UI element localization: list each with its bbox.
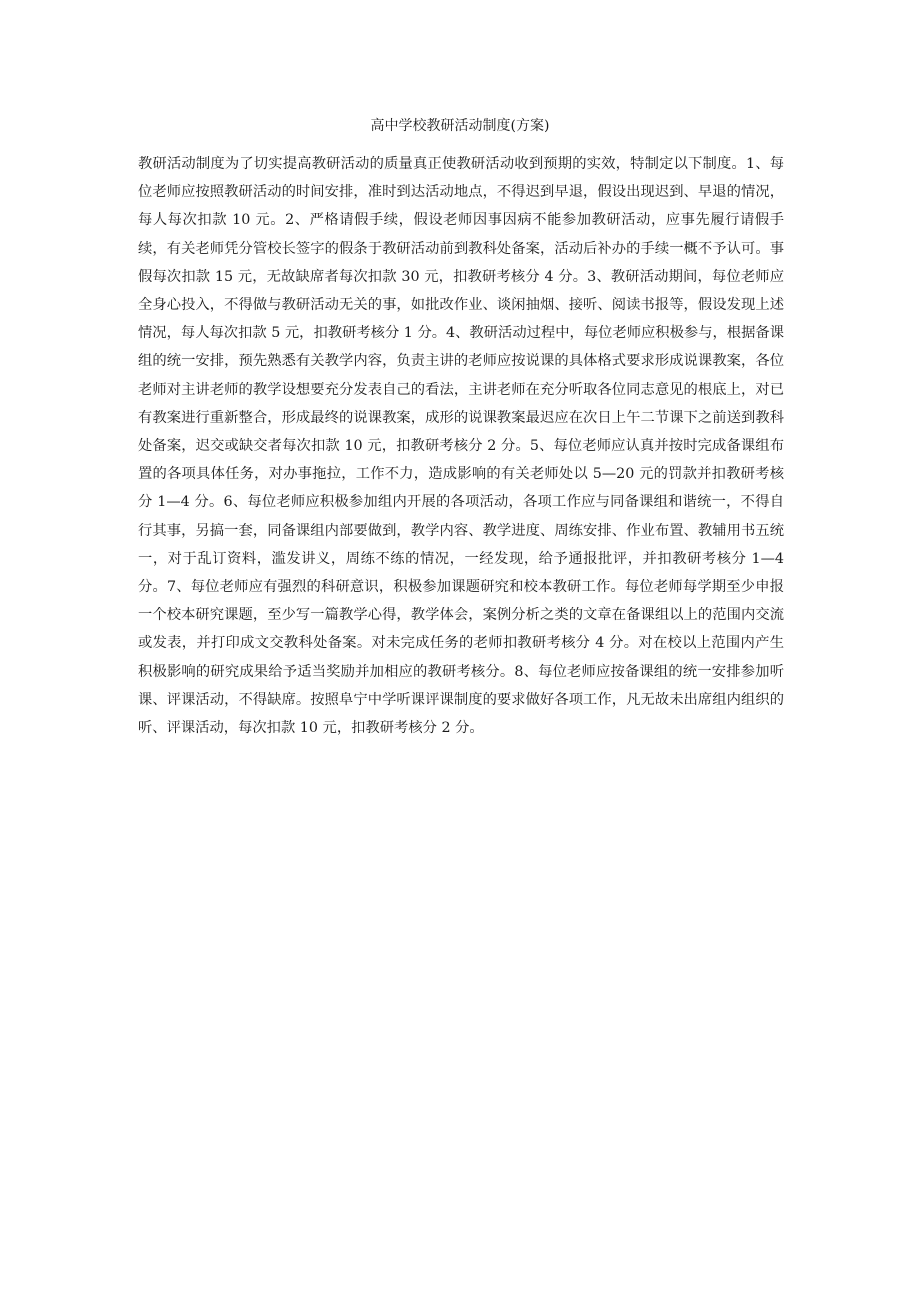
document-title: 高中学校教研活动制度(方案)	[370, 118, 550, 134]
document-body-text: 教研活动制度为了切实提高教研活动的质量真正使教研活动收到预期的实效，特制定以下制度。1、每位老师应按照教研活动的时间安排，准时到达活动地点，不得迟到早退，假设出现迟到、早退的情况，每人每次扣款 10 元。2、严格请假手续，假设老师因事因病不能参加教研活动，应事先履行请假手续，有关老师凭分管校长签字的假条于教研活动前到教科处备案，活动后补办的手续一概不予认可。事假每次扣款 15 元，无故缺席者每次扣款 30 元，扣教研考核分 4 分。3、教研活动期间，每位老师应全身心投入，不得做与教研活动无关的事，如批改作业、谈闲抽烟、接听、阅读书报等，假设发现上述情况，每人每次扣款 5 元，扣教研考核分 1 分。4、教研活动过程中，每位老师应积极参与，根据备课组的统一安排，预先熟悉有关教学内容，负责主讲的老师应按说课的具体格式要求形成说课教案，各位老师对主讲老师的教学设想要充分发表自己的看法，主讲老师在充分听取各位同志意见的根底上，对已有教案进行重新整合，形成最终的说课教案，成形的说课教案最迟应在次日上午二节课下之前送到教科处备案，迟交或缺交者每次扣款 10 元，扣教研考核分 2 分。5、每位老师应认真并按时完成备课组布置的各项具体任务，对办事拖拉，工作不力，造成影响的有关老师处以 5—20 元的罚款并扣教研考核分 1—4 分。6、每位老师应积极参加组内开展的各项活动，各项工作应与同备课组和谐统一，不得自行其事，另搞一套，同备课组内部要做到，教学内容、教学进度、周练安排、作业布置、教辅用书五统一，对于乱订资料，滥发讲义，周练不练的情况，一经发现，给予通报批评，并扣教研考核分 1—4 分。7、每位老师应有强烈的科研意识，积极参加课题研究和校本教研工作。每位老师每学期至少申报一个校本研究课题，至少写一篇教学心得，教学体会，案例分析之类的文章在备课组以上的范围内交流或发表，并打印成文交教科处备案。对未完成任务的老师扣教研考核分 4 分。对在校以上范围内产生积极影响的研究成果给予适当奖励并加相应的教研考核分。8、每位老师应按备课组的统一安排参加听课、评课活动，不得缺席。按照阜宁中学听课评课制度的要求做好各项工作，凡无故未出席组内组织的听、评课活动，每次扣款 10 元，扣教研考核分 2 分。	[138, 156, 784, 737]
